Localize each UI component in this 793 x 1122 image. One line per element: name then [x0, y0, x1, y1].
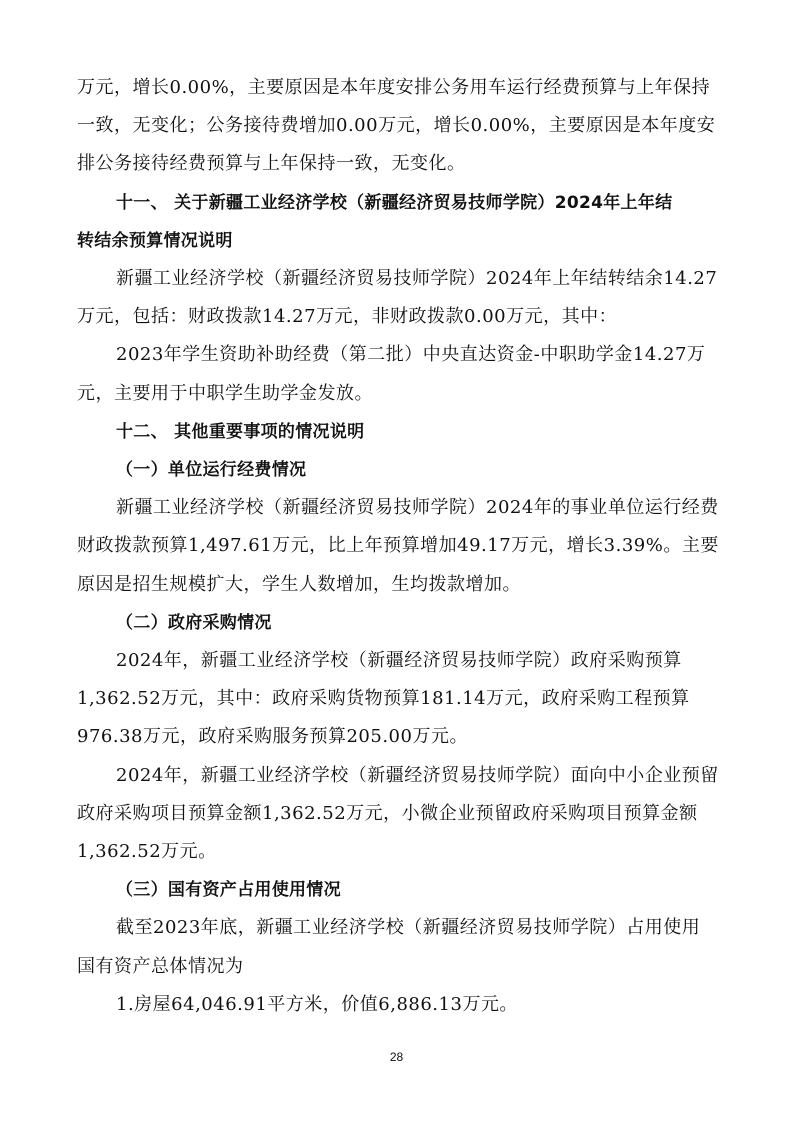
body-text-line: 2024年，新疆工业经济学校（新疆经济贸易技师学院）面向中小企业预留 — [116, 765, 719, 786]
body-text-line: 原因是招生规模扩大，学生人数增加，生均拨款增加。 — [77, 574, 521, 595]
body-text-line: 截至2023年底，新疆工业经济学校（新疆经济贸易技师学院）占用使用 — [116, 917, 701, 938]
subsection-heading-1: （一）单位运行经费情况 — [116, 460, 307, 480]
body-text-line: 1,362.52万元，其中：政府采购货物预算181.14万元，政府采购工程预算 — [77, 688, 690, 709]
body-text-line: 政府采购项目预算金额1,362.52万元，小微企业预留政府采购项目预算金额 — [77, 803, 698, 824]
body-text-line: 1,362.52万元。 — [77, 841, 217, 862]
body-text-line: 一致，无变化；公务接待费增加0.00万元，增长0.00%，主要原因是本年度安 — [77, 115, 716, 136]
body-text-line: 万元，包括：财政拨款14.27万元，非财政拨款0.00万元，其中： — [77, 306, 618, 327]
body-text-line: 新疆工业经济学校（新疆经济贸易技师学院）2024年的事业单位运行经费 — [116, 497, 719, 518]
section-heading-11: 十一、 关于新疆工业经济学校（新疆经济贸易技师学院）2024年上年结 — [116, 193, 673, 213]
body-text-line: 财政拨款预算1,497.61万元，比上年预算增加49.17万元，增长3.39%。主要 — [77, 535, 719, 556]
subsection-heading-2: （二）政府采购情况 — [116, 613, 272, 633]
section-heading-12: 十二、 其他重要事项的情况说明 — [116, 422, 365, 442]
body-text-line: 976.38万元，政府采购服务预算205.00万元。 — [77, 726, 468, 747]
body-text-line: 2024年，新疆工业经济学校（新疆经济贸易技师学院）政府采购预算 — [116, 650, 682, 671]
subsection-heading-3: （三）国有资产占用使用情况 — [116, 880, 341, 900]
body-text-line: 2023年学生资助补助经费（第二批）中央直达资金-中职助学金14.27万 — [116, 344, 706, 365]
body-text-line: 排公务接待经费预算与上年保持一致，无变化。 — [77, 153, 466, 174]
body-text-line: 国有资产总体情况为 — [77, 956, 244, 977]
body-text-line: 万元，增长0.00%，主要原因是本年度安排公务用车运行经费预算与上年保持 — [77, 77, 711, 98]
body-text-line: 1.房屋64,046.91平方米，价值6,886.13万元。 — [116, 994, 518, 1015]
page-number: 28 — [389, 1050, 404, 1064]
body-text-line: 元，主要用于中职学生助学金发放。 — [77, 383, 373, 404]
body-text-line: 新疆工业经济学校（新疆经济贸易技师学院）2024年上年结转结余14.27 — [116, 268, 718, 289]
section-heading-11-continued: 转结余预算情况说明 — [77, 231, 233, 251]
